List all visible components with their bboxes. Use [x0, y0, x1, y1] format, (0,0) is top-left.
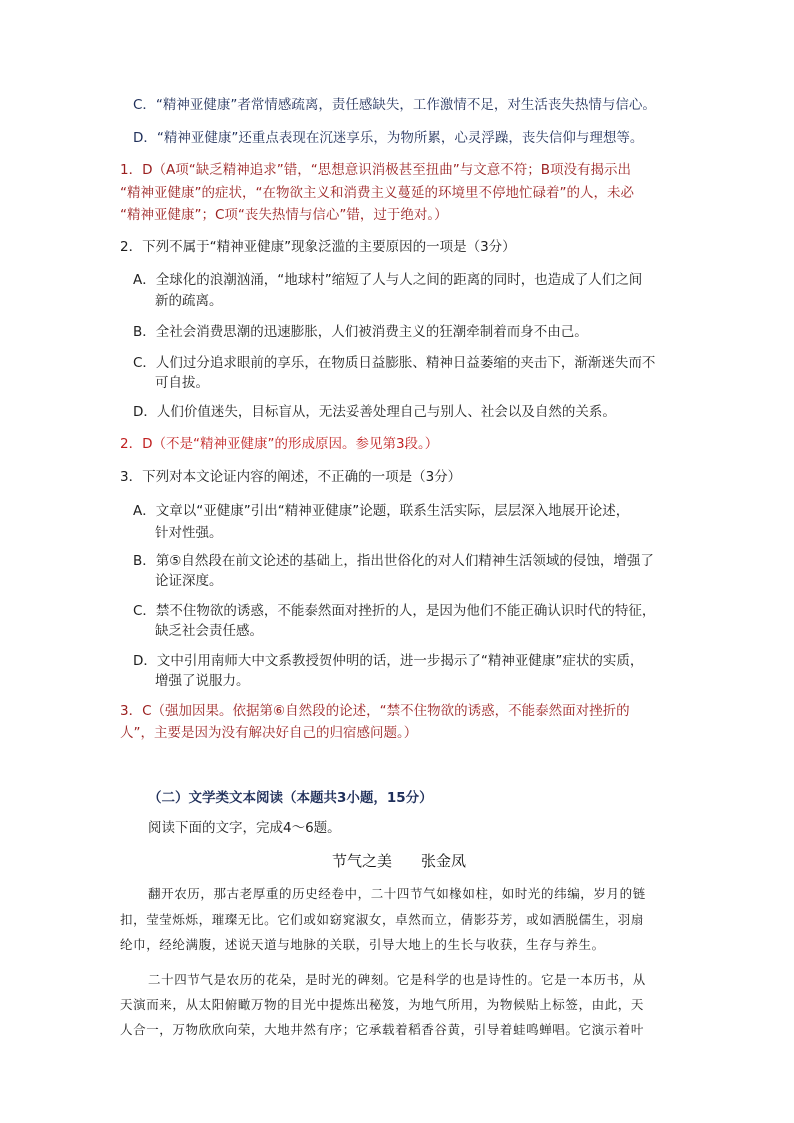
- q2-stem: 2．下列不属于“精神亚健康”现象泛滥的主要原因的一项是（3分）: [120, 239, 516, 255]
- q2-option-c-cont: 可自拔。: [155, 375, 209, 391]
- q1-answer-line: 1．D（A项“缺乏精神追求”错，“思想意识消极甚至扭曲”与文意不符；B项没有揭示出: [120, 162, 631, 178]
- section-instruction: 阅读下面的文字，完成4～6题。: [148, 820, 341, 836]
- q3-option-c: C．禁不住物欲的诱惑，不能泰然面对挫折的人，是因为他们不能正确认识时代的特征，: [133, 603, 656, 619]
- q2-option-a-cont: 新的疏离。: [155, 293, 223, 309]
- q3-option-b: B．第⑤自然段在前文论述的基础上，指出世俗化的对人们精神生活领域的侵蚀，增强了: [133, 553, 654, 569]
- q3-answer-line: 人”，主要是因为没有解决好自己的归宿感问题。）: [120, 725, 418, 741]
- essay-title: 节气之美: [332, 852, 393, 870]
- essay-line: 纶巾，经纶满腹，述说天道与地脉的关联，引导大地上的生长与收获，生存与养生。: [120, 937, 605, 952]
- q3-stem: 3．下列对本文论证内容的阐述，不正确的一项是（3分）: [120, 469, 462, 485]
- q3-option-c-cont: 缺乏社会责任感。: [155, 623, 263, 639]
- q3-option-a: A．文章以“亚健康”引出“精神亚健康”论题，联系生活实际，层层深入地展开论述，: [133, 503, 630, 519]
- essay-author: 张金凤: [421, 852, 467, 870]
- essay-line: 翻开农历，那古老厚重的历史经卷中，二十四节气如椽如柱，如时光的纬编，岁月的链: [148, 886, 646, 901]
- essay-line: 人合一，万物欣欣向荣，大地井然有序；它承载着稻香谷黄，引导着蛙鸣蝉唱。它演示着叶: [120, 1022, 645, 1037]
- q3-answer-line: 3．C（强加因果。依据第⑥自然段的论述，“禁不住物欲的诱惑，不能泰然面对挫折的: [120, 703, 630, 719]
- q2-answer: 2．D（不是“精神亚健康”的形成原因。参见第3段。）: [120, 436, 439, 452]
- q3-option-d-cont: 增强了说服力。: [155, 673, 250, 689]
- essay-line: 二十四节气是农历的花朵，是时光的碑刻。它是科学的也是诗性的。它是一本历书，从: [148, 972, 646, 987]
- q2-option-c: C．人们过分追求眼前的享乐，在物质日益膨胀、精神日益萎缩的夹击下，渐渐迷失而不: [133, 355, 656, 371]
- q2-option-a: A．全球化的浪潮汹涌，“地球村”缩短了人与人之间的距离的同时，也造成了人们之间: [133, 272, 643, 288]
- q1-answer-line: “精神亚健康”；C项“丧失热情与信心”错，过于绝对。）: [120, 207, 448, 223]
- essay-line: 天演而来，从太阳俯瞰万物的目光中提炼出秘笈，为地气所用，为物候贴上标签，由此，天: [120, 997, 645, 1012]
- section-title: （二）文学类文本阅读（本题共3小题，15分）: [148, 790, 433, 806]
- q3-option-b-cont: 论证深度。: [155, 573, 223, 589]
- q1-option-c: C．“精神亚健康”者常情感疏离，责任感缺失，工作激情不足，对生活丧失热情与信心。: [133, 97, 656, 113]
- q1-answer-line: “精神亚健康”的症状，“在物欲主义和消费主义蔓延的环境里不停地忙碌着”的人，未必: [120, 185, 634, 201]
- q3-option-a-cont: 针对性强。: [155, 525, 223, 541]
- q3-option-d: D．文中引用南师大中文系教授贺仲明的话，进一步揭示了“精神亚健康”症状的实质，: [133, 653, 644, 669]
- q1-option-d: D．“精神亚健康”还重点表现在沉迷享乐，为物所累，心灵浮躁，丧失信仰与理想等。: [133, 130, 644, 146]
- q2-option-d: D．人们价值迷失，目标盲从，无法妥善处理自己与别人、社会以及自然的关系。: [133, 404, 616, 420]
- q2-option-b: B．全社会消费思潮的迅速膨胀，人们被消费主义的狂潮牵制着而身不由己。: [133, 324, 588, 340]
- essay-line: 扣，莹莹烁烁，璀璨无比。它们或如窈窕淑女，卓然而立，倩影芬芳，或如洒脱儒生，羽扇: [120, 912, 645, 927]
